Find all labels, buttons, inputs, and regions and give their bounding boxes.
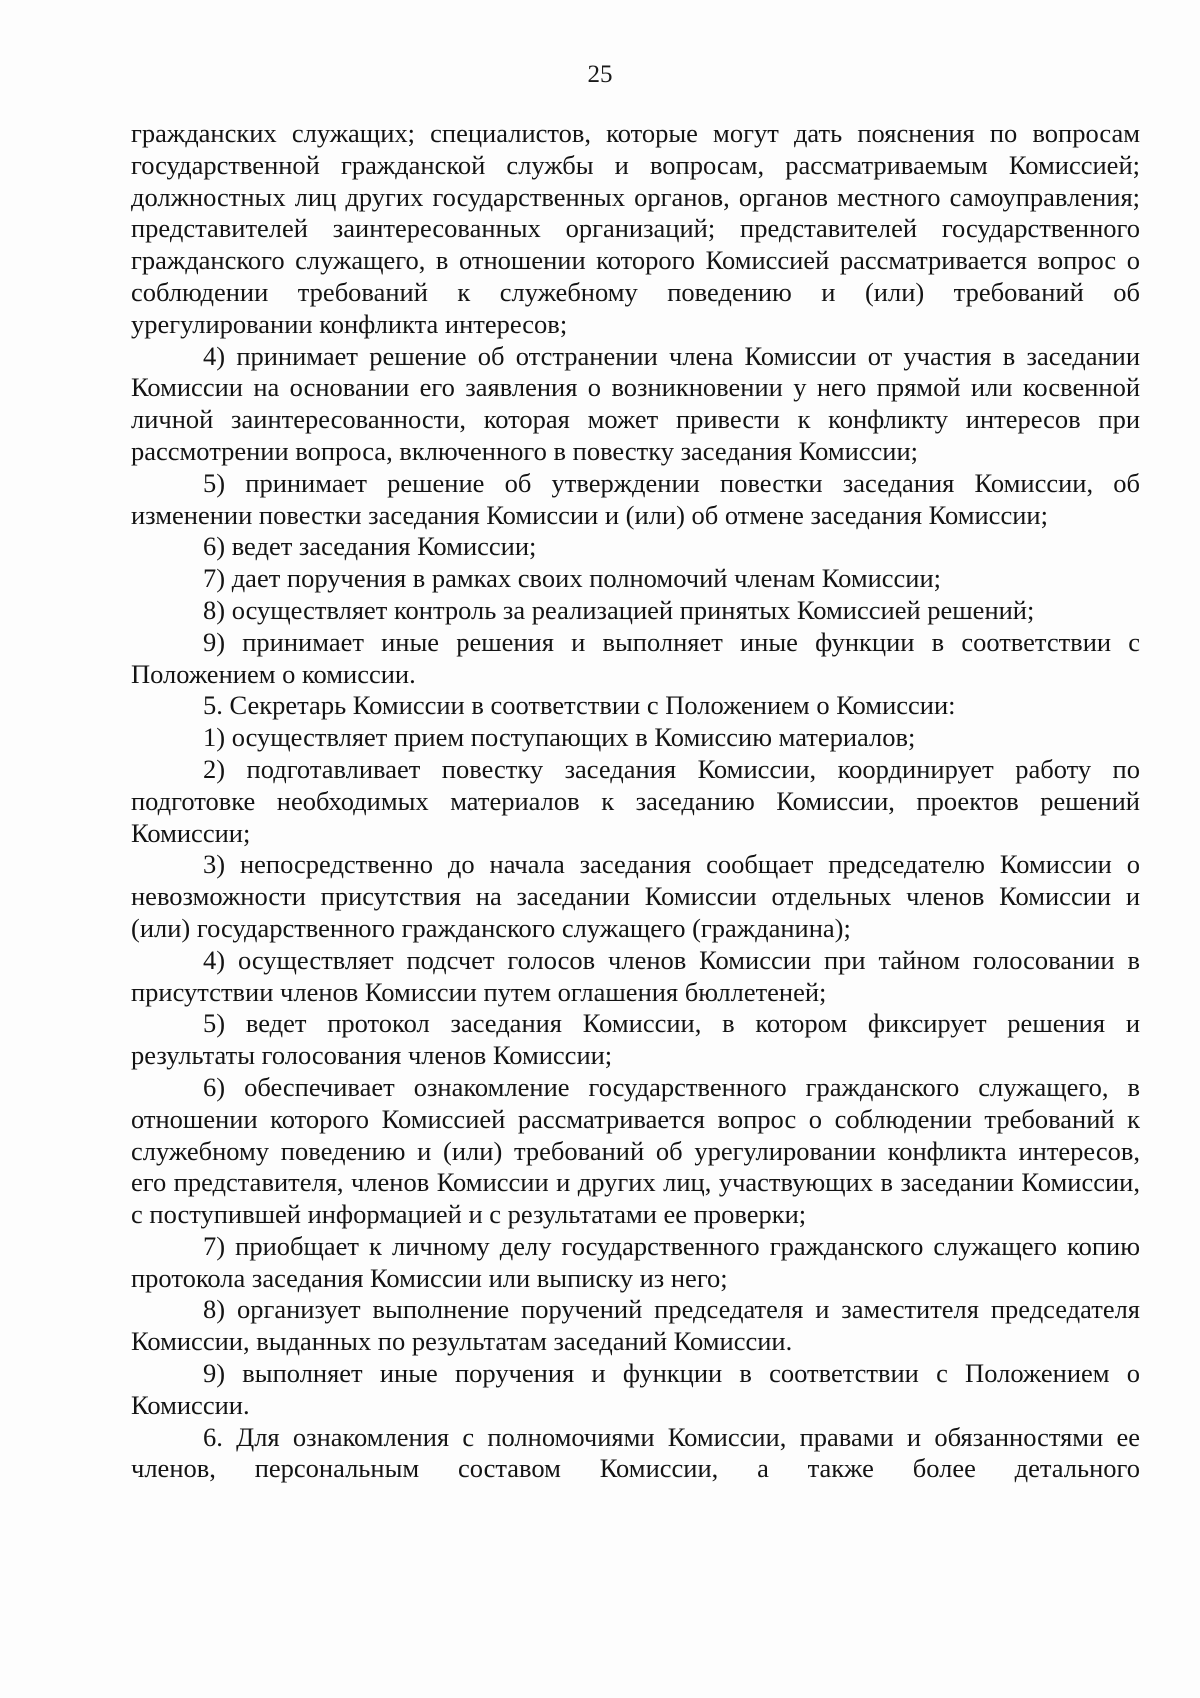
paragraph-secretary-item-5: 5) ведет протокол заседания Комиссии, в котором фиксирует решения и результаты голосования членов Комиссии; bbox=[131, 1008, 1140, 1071]
paragraph-secretary-item-8: 8) организует выполнение поручений председателя и заместителя председателя Комиссии, выданных по результатам заседаний Комиссии. bbox=[131, 1294, 1140, 1357]
paragraph-item-8: 8) осуществляет контроль за реализацией принятых Комиссией решений; bbox=[203, 594, 1035, 625]
paragraph-item-7: 7) дает поручения в рамках своих полномочий членам Комиссии; bbox=[203, 563, 942, 594]
paragraph-item-9: 9) принимает иные решения и выполняет иные функции в соответствии с Положением о комиссии. bbox=[131, 626, 1140, 689]
page-number: 25 bbox=[587, 61, 613, 88]
section-6-paragraph: 6. Для ознакомления с полномочиями Комиссии, правами и обязанностями ее членов, персональным составом Комиссии, а также более детального bbox=[131, 1421, 1140, 1484]
paragraph-secretary-item-3: 3) непосредственно до начала заседания сообщает председателю Комиссии о невозможности присутствия на заседании Комиссии отдельных членов Комиссии и (или) государственного гражданского служащего (гражданина); bbox=[131, 849, 1140, 943]
document-body bbox=[131, 118, 1140, 1485]
paragraph-item-5: 5) принимает решение об утверждении повестки заседания Комиссии, об изменении повестки заседания Комиссии и (или) об отмене заседания Комиссии; bbox=[131, 467, 1140, 530]
paragraph-secretary-item-9: 9) выполняет иные поручения и функции в соответствии с Положением о Комиссии. bbox=[131, 1358, 1140, 1420]
paragraph-secretary-item-7: 7) приобщает к личному делу государственного гражданского служащего копию протокола заседания Комиссии или выписку из него; bbox=[131, 1230, 1140, 1293]
paragraph-secretary-item-6: 6) обеспечивает ознакомление государственного гражданского служащего, в отношении которого Комиссией рассматривается вопрос о соблюдении требований к служебному поведению и (или) требований об урегулировании конфликта интересов, его представителя, членов Комиссии и других лиц, участвующих в заседании Комиссии, с поступившей информацией и с результатами ее проверки; bbox=[131, 1071, 1140, 1230]
paragraph-secretary-item-2: 2) подготавливает повестку заседания Комиссии, координирует работу по подготовке необходимых материалов к заседанию Комиссии, проектов решений Комиссии; bbox=[131, 753, 1140, 848]
paragraph-item-6: 6) ведет заседания Комиссии; bbox=[203, 531, 537, 562]
paragraph-continuation: гражданских служащих; специалистов, которые могут дать пояснения по вопросам государственной гражданской службы и вопросам, рассматриваемым Комиссией; должностных лиц других государственных органов, органов местного самоуправления; представителей заинтересованных организаций; представителей государственного гражданского служащего, в отношении которого Комиссией рассматривается вопрос о соблюдении требований к служебному поведению и (или) требований об урегулировании конфликта интересов; bbox=[131, 118, 1140, 339]
paragraph-secretary-item-4: 4) осуществляет подсчет голосов членов Комиссии при тайном голосовании в присутствии членов Комиссии путем оглашения бюллетеней; bbox=[131, 944, 1140, 1007]
paragraph-secretary-item-1: 1) осуществляет прием поступающих в Комиссию материалов; bbox=[203, 722, 916, 753]
paragraph-item-4: 4) принимает решение об отстранении члена Комиссии от участия в заседании Комиссии на основании его заявления о возникновении у него прямой или косвенной личной заинтересованности, которая может привести к конфликту интересов при рассмотрении вопроса, включенного в повестку заседания Комиссии; bbox=[131, 340, 1140, 466]
section-5-heading: 5. Секретарь Комиссии в соответствии с Положением о Комиссии: bbox=[203, 690, 956, 721]
